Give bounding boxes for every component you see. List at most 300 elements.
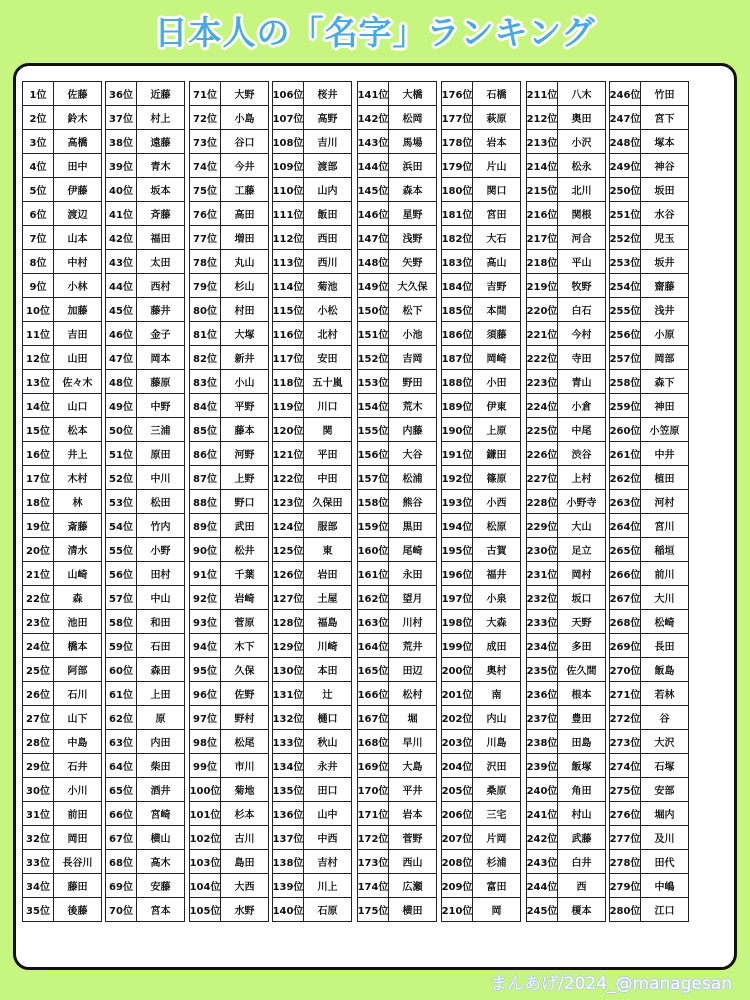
rank-cell: 272位 xyxy=(610,706,641,730)
surname-cell: 小池 xyxy=(389,322,437,346)
rank-cell: 264位 xyxy=(610,514,641,538)
surname-cell: 大野 xyxy=(221,82,269,106)
rank-cell: 186位 xyxy=(442,322,473,346)
rank-cell: 164位 xyxy=(358,634,389,658)
surname-cell: 大橋 xyxy=(389,82,437,106)
table-row xyxy=(358,682,437,706)
table-row xyxy=(442,898,521,922)
surname-cell: 金子 xyxy=(137,322,185,346)
rank-cell: 78位 xyxy=(190,250,221,274)
table-row xyxy=(358,418,437,442)
rank-cell: 231位 xyxy=(527,562,558,586)
rank-cell: 29位 xyxy=(23,754,54,778)
surname-cell: 榎本 xyxy=(558,898,606,922)
table-row xyxy=(190,562,269,586)
rank-cell: 216位 xyxy=(527,202,558,226)
surname-cell: 神田 xyxy=(641,394,689,418)
surname-cell: 井上 xyxy=(54,442,102,466)
rank-cell: 187位 xyxy=(442,346,473,370)
rank-cell: 16位 xyxy=(23,442,54,466)
table-row xyxy=(610,274,689,298)
rank-cell: 246位 xyxy=(610,82,641,106)
rank-cell: 129位 xyxy=(273,634,304,658)
surname-cell: 豊田 xyxy=(558,706,606,730)
table-row xyxy=(442,514,521,538)
rank-cell: 143位 xyxy=(358,130,389,154)
rank-cell: 134位 xyxy=(273,754,304,778)
rank-cell: 183位 xyxy=(442,250,473,274)
table-row xyxy=(106,298,185,322)
table-row xyxy=(106,154,185,178)
table-row xyxy=(273,490,352,514)
table-row xyxy=(527,322,606,346)
surname-cell: 上原 xyxy=(473,418,521,442)
surname-cell: 植田 xyxy=(641,466,689,490)
table-row xyxy=(273,178,352,202)
surname-cell: 飯塚 xyxy=(558,754,606,778)
page-title: 日本人の「名字」ランキング xyxy=(154,13,596,52)
surname-cell: 大山 xyxy=(558,514,606,538)
table-row xyxy=(190,610,269,634)
surname-cell: 児玉 xyxy=(641,226,689,250)
table-row xyxy=(358,898,437,922)
table-row xyxy=(23,802,102,826)
rank-cell: 139位 xyxy=(273,874,304,898)
rank-cell: 184位 xyxy=(442,274,473,298)
table-row xyxy=(610,682,689,706)
table-row xyxy=(273,106,352,130)
table-row xyxy=(527,250,606,274)
table-row xyxy=(23,754,102,778)
table-row xyxy=(610,154,689,178)
surname-cell: 工藤 xyxy=(221,178,269,202)
table-row xyxy=(610,442,689,466)
surname-cell: 樋口 xyxy=(304,706,352,730)
rank-cell: 1位 xyxy=(23,82,54,106)
surname-cell: 北川 xyxy=(558,178,606,202)
surname-cell: 桑原 xyxy=(473,778,521,802)
table-row xyxy=(273,418,352,442)
surname-cell: 石川 xyxy=(54,682,102,706)
table-row xyxy=(106,226,185,250)
rank-cell: 69位 xyxy=(106,874,137,898)
table-row xyxy=(190,130,269,154)
rank-cell: 46位 xyxy=(106,322,137,346)
surname-cell: 宮田 xyxy=(473,202,521,226)
table-row xyxy=(106,202,185,226)
surname-cell: 沢田 xyxy=(473,754,521,778)
table-row xyxy=(106,562,185,586)
surname-cell: 今井 xyxy=(221,154,269,178)
rank-cell: 185位 xyxy=(442,298,473,322)
surname-cell: 小松 xyxy=(304,298,352,322)
rank-cell: 196位 xyxy=(442,562,473,586)
rank-cell: 23位 xyxy=(23,610,54,634)
table-row xyxy=(273,874,352,898)
table-row xyxy=(442,442,521,466)
surname-cell: 河合 xyxy=(558,226,606,250)
table-row xyxy=(610,514,689,538)
credit-text: まんあげ/2024_@managesan xyxy=(490,974,732,994)
surname-cell: 岡本 xyxy=(137,346,185,370)
rank-cell: 199位 xyxy=(442,634,473,658)
table-row xyxy=(527,154,606,178)
surname-cell: 宮本 xyxy=(137,898,185,922)
table-row xyxy=(23,418,102,442)
table-row xyxy=(358,154,437,178)
table-row xyxy=(106,634,185,658)
table-row xyxy=(610,466,689,490)
table-row xyxy=(23,562,102,586)
surname-cell: 平田 xyxy=(304,442,352,466)
table-row xyxy=(442,826,521,850)
rank-cell: 147位 xyxy=(358,226,389,250)
rank-cell: 118位 xyxy=(273,370,304,394)
surname-cell: 堀 xyxy=(389,706,437,730)
surname-cell: 安藤 xyxy=(137,874,185,898)
table-row xyxy=(106,538,185,562)
rank-cell: 17位 xyxy=(23,466,54,490)
rank-cell: 148位 xyxy=(358,250,389,274)
rank-cell: 242位 xyxy=(527,826,558,850)
table-row xyxy=(527,778,606,802)
rank-cell: 241位 xyxy=(527,802,558,826)
rank-cell: 106位 xyxy=(273,82,304,106)
surname-cell: 永井 xyxy=(304,754,352,778)
rank-cell: 83位 xyxy=(190,370,221,394)
table-row xyxy=(610,130,689,154)
table-row xyxy=(190,370,269,394)
rank-cell: 64位 xyxy=(106,754,137,778)
rank-cell: 27位 xyxy=(23,706,54,730)
table-row xyxy=(358,298,437,322)
surname-cell: 野田 xyxy=(389,370,437,394)
surname-cell: 岡崎 xyxy=(473,346,521,370)
surname-cell: 村山 xyxy=(558,802,606,826)
surname-cell: 関根 xyxy=(558,202,606,226)
rank-cell: 127位 xyxy=(273,586,304,610)
rank-cell: 221位 xyxy=(527,322,558,346)
surname-cell: 北村 xyxy=(304,322,352,346)
surname-cell: 松原 xyxy=(473,514,521,538)
table-row xyxy=(106,874,185,898)
table-row xyxy=(273,154,352,178)
rank-cell: 98位 xyxy=(190,730,221,754)
table-row xyxy=(23,826,102,850)
table-row xyxy=(190,658,269,682)
table-row xyxy=(23,658,102,682)
table-row xyxy=(106,82,185,106)
table-row xyxy=(442,370,521,394)
table-row xyxy=(442,130,521,154)
rank-cell: 137位 xyxy=(273,826,304,850)
rank-cell: 110位 xyxy=(273,178,304,202)
rank-cell: 175位 xyxy=(358,898,389,922)
rank-cell: 119位 xyxy=(273,394,304,418)
surname-cell: 清水 xyxy=(54,538,102,562)
table-row xyxy=(527,394,606,418)
rank-cell: 171位 xyxy=(358,802,389,826)
surname-cell: 馬場 xyxy=(389,130,437,154)
surname-cell: 本間 xyxy=(473,298,521,322)
surname-cell: 野口 xyxy=(221,490,269,514)
table-row xyxy=(358,658,437,682)
rank-cell: 193位 xyxy=(442,490,473,514)
surname-cell: 小山 xyxy=(221,370,269,394)
table-row xyxy=(273,586,352,610)
table-row xyxy=(527,130,606,154)
surname-cell: 吉田 xyxy=(54,322,102,346)
surname-cell: 武田 xyxy=(221,514,269,538)
table-row xyxy=(610,298,689,322)
surname-cell: 長田 xyxy=(641,634,689,658)
table-row xyxy=(527,514,606,538)
surname-cell: 田島 xyxy=(558,730,606,754)
surname-cell: 高橋 xyxy=(54,130,102,154)
surname-cell: 川村 xyxy=(389,610,437,634)
rank-cell: 214位 xyxy=(527,154,558,178)
surname-cell: 小野 xyxy=(137,538,185,562)
table-row xyxy=(23,850,102,874)
table-row xyxy=(527,106,606,130)
surname-cell: 平井 xyxy=(389,778,437,802)
table-row xyxy=(273,466,352,490)
surname-cell: 根本 xyxy=(558,682,606,706)
rank-cell: 58位 xyxy=(106,610,137,634)
rank-cell: 266位 xyxy=(610,562,641,586)
table-row xyxy=(273,130,352,154)
table-row xyxy=(23,370,102,394)
rank-cell: 75位 xyxy=(190,178,221,202)
rank-cell: 244位 xyxy=(527,874,558,898)
surname-cell: 大久保 xyxy=(389,274,437,298)
table-row xyxy=(190,394,269,418)
rank-cell: 31位 xyxy=(23,802,54,826)
table-row xyxy=(610,250,689,274)
surname-cell: 増田 xyxy=(221,226,269,250)
table-row xyxy=(190,106,269,130)
table-row xyxy=(23,322,102,346)
surname-cell: 渋谷 xyxy=(558,442,606,466)
ranking-column xyxy=(105,81,185,922)
rank-cell: 61位 xyxy=(106,682,137,706)
rank-cell: 207位 xyxy=(442,826,473,850)
rank-cell: 268位 xyxy=(610,610,641,634)
rank-cell: 228位 xyxy=(527,490,558,514)
table-row xyxy=(190,634,269,658)
rank-cell: 88位 xyxy=(190,490,221,514)
rank-cell: 258位 xyxy=(610,370,641,394)
rank-cell: 150位 xyxy=(358,298,389,322)
table-row xyxy=(190,202,269,226)
surname-cell: 小野寺 xyxy=(558,490,606,514)
surname-cell: 斎藤 xyxy=(54,514,102,538)
table-row xyxy=(610,346,689,370)
table-row xyxy=(358,730,437,754)
surname-cell: 小島 xyxy=(221,106,269,130)
table-row xyxy=(190,682,269,706)
table-row xyxy=(190,178,269,202)
rank-cell: 131位 xyxy=(273,682,304,706)
surname-cell: 石井 xyxy=(54,754,102,778)
table-row xyxy=(442,226,521,250)
surname-cell: 武藤 xyxy=(558,826,606,850)
rank-cell: 160位 xyxy=(358,538,389,562)
rank-cell: 259位 xyxy=(610,394,641,418)
table-row xyxy=(610,418,689,442)
surname-cell: 村田 xyxy=(221,298,269,322)
rank-cell: 120位 xyxy=(273,418,304,442)
surname-cell: 山本 xyxy=(54,226,102,250)
table-row xyxy=(273,610,352,634)
table-row xyxy=(273,370,352,394)
rank-cell: 158位 xyxy=(358,490,389,514)
surname-cell: 片山 xyxy=(473,154,521,178)
rank-cell: 252位 xyxy=(610,226,641,250)
table-row xyxy=(23,394,102,418)
surname-cell: 阿部 xyxy=(54,658,102,682)
rank-cell: 276位 xyxy=(610,802,641,826)
rank-cell: 260位 xyxy=(610,418,641,442)
table-row xyxy=(442,298,521,322)
surname-cell: 富田 xyxy=(473,874,521,898)
rank-cell: 37位 xyxy=(106,106,137,130)
surname-cell: 佐藤 xyxy=(54,82,102,106)
rank-cell: 209位 xyxy=(442,874,473,898)
rank-cell: 156位 xyxy=(358,442,389,466)
table-row xyxy=(442,250,521,274)
surname-cell: 寺田 xyxy=(558,346,606,370)
surname-cell: 谷口 xyxy=(221,130,269,154)
rank-cell: 132位 xyxy=(273,706,304,730)
surname-cell: 岡 xyxy=(473,898,521,922)
surname-cell: 横山 xyxy=(137,826,185,850)
table-row xyxy=(273,82,352,106)
table-row xyxy=(527,874,606,898)
rank-cell: 14位 xyxy=(23,394,54,418)
surname-cell: 木村 xyxy=(54,466,102,490)
surname-cell: 新井 xyxy=(221,346,269,370)
table-row xyxy=(190,874,269,898)
surname-cell: 土屋 xyxy=(304,586,352,610)
rank-cell: 159位 xyxy=(358,514,389,538)
rank-cell: 212位 xyxy=(527,106,558,130)
surname-cell: 伊東 xyxy=(473,394,521,418)
rank-cell: 251位 xyxy=(610,202,641,226)
surname-cell: 内田 xyxy=(137,730,185,754)
rank-cell: 2位 xyxy=(23,106,54,130)
surname-cell: 尾崎 xyxy=(389,538,437,562)
table-row xyxy=(273,346,352,370)
rank-cell: 197位 xyxy=(442,586,473,610)
surname-cell: 水野 xyxy=(221,898,269,922)
surname-cell: 黒田 xyxy=(389,514,437,538)
rank-cell: 206位 xyxy=(442,802,473,826)
table-row xyxy=(273,850,352,874)
rank-cell: 38位 xyxy=(106,130,137,154)
rank-cell: 181位 xyxy=(442,202,473,226)
surname-cell: 藤原 xyxy=(137,370,185,394)
surname-cell: 小泉 xyxy=(473,586,521,610)
table-row xyxy=(190,538,269,562)
rank-cell: 80位 xyxy=(190,298,221,322)
rank-cell: 278位 xyxy=(610,850,641,874)
table-row xyxy=(358,706,437,730)
table-row xyxy=(442,346,521,370)
table-row xyxy=(273,274,352,298)
rank-cell: 239位 xyxy=(527,754,558,778)
rank-cell: 271位 xyxy=(610,682,641,706)
table-row xyxy=(23,82,102,106)
table-row xyxy=(527,562,606,586)
table-row xyxy=(358,826,437,850)
rank-cell: 191位 xyxy=(442,442,473,466)
table-row xyxy=(106,250,185,274)
table-row xyxy=(610,874,689,898)
surname-cell: 角田 xyxy=(558,778,606,802)
rank-cell: 67位 xyxy=(106,826,137,850)
surname-cell: 小田 xyxy=(473,370,521,394)
rank-cell: 114位 xyxy=(273,274,304,298)
rank-cell: 142位 xyxy=(358,106,389,130)
surname-cell: 中井 xyxy=(641,442,689,466)
table-row xyxy=(106,394,185,418)
rank-cell: 141位 xyxy=(358,82,389,106)
surname-cell: 服部 xyxy=(304,514,352,538)
surname-cell: 石田 xyxy=(137,634,185,658)
table-row xyxy=(273,898,352,922)
table-row xyxy=(358,802,437,826)
surname-cell: 中村 xyxy=(54,250,102,274)
surname-cell: 三浦 xyxy=(137,418,185,442)
surname-cell: 竹田 xyxy=(641,82,689,106)
table-row xyxy=(358,274,437,298)
surname-cell: 吉岡 xyxy=(389,346,437,370)
table-row xyxy=(358,82,437,106)
table-row xyxy=(527,346,606,370)
ranking-column xyxy=(526,81,606,922)
table-row xyxy=(358,394,437,418)
rank-cell: 248位 xyxy=(610,130,641,154)
table-row xyxy=(442,490,521,514)
rank-cell: 77位 xyxy=(190,226,221,250)
table-row xyxy=(527,442,606,466)
surname-cell: 杉本 xyxy=(221,802,269,826)
table-row xyxy=(610,178,689,202)
table-row xyxy=(23,226,102,250)
surname-cell: 渡辺 xyxy=(54,202,102,226)
surname-cell: 松浦 xyxy=(389,466,437,490)
rank-cell: 87位 xyxy=(190,466,221,490)
surname-cell: 千葉 xyxy=(221,562,269,586)
table-row xyxy=(273,226,352,250)
rank-cell: 94位 xyxy=(190,634,221,658)
table-row xyxy=(23,778,102,802)
rank-cell: 267位 xyxy=(610,586,641,610)
table-row xyxy=(527,202,606,226)
surname-cell: 八木 xyxy=(558,82,606,106)
table-row xyxy=(23,682,102,706)
rank-cell: 235位 xyxy=(527,658,558,682)
table-row xyxy=(610,610,689,634)
rank-cell: 155位 xyxy=(358,418,389,442)
surname-cell: 本田 xyxy=(304,658,352,682)
ranking-column xyxy=(609,81,689,922)
table-row xyxy=(358,634,437,658)
surname-cell: 小原 xyxy=(641,322,689,346)
table-row xyxy=(442,706,521,730)
surname-cell: 青山 xyxy=(558,370,606,394)
